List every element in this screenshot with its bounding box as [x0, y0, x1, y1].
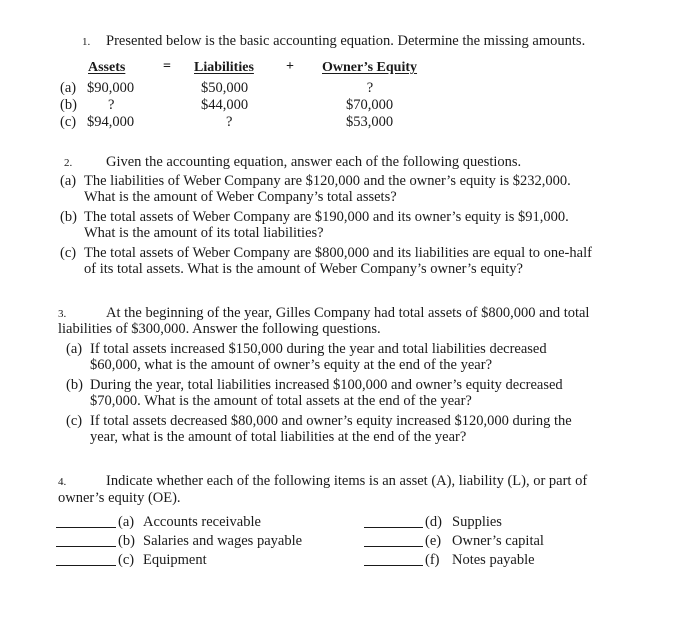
q4-item-label: (d)	[425, 514, 442, 530]
q1-row-assets: ?	[108, 97, 115, 113]
answer-blank[interactable]	[56, 565, 116, 566]
q4-item-text: Salaries and wages payable	[143, 533, 303, 549]
q2-part-line: The liabilities of Weber Company are $120,000 and the owner’s equity is $232,000.	[84, 173, 571, 189]
q2-part-line: What is the amount of Weber Company’s total assets?	[84, 189, 397, 205]
q1-row-label: (b)	[60, 97, 77, 113]
q2-part-line: The total assets of Weber Company are $190,000 and its owner’s equity is $91,000.	[84, 209, 569, 225]
q2-part-line: The total assets of Weber Company are $800,000 and its liabilities are equal to one-half	[84, 245, 592, 261]
q1-row-assets: $94,000	[87, 114, 135, 130]
q3-part-label: (a)	[66, 341, 83, 357]
q1-row-equity: ?	[366, 80, 374, 96]
answer-blank[interactable]	[364, 527, 423, 528]
q4-item-text: Equipment	[143, 552, 207, 568]
answer-blank[interactable]	[364, 546, 423, 547]
q3-part-line: year, what is the amount of total liabilities at the end of the year?	[90, 429, 467, 445]
q4-item-text: Accounts receivable	[143, 514, 261, 530]
q1-row-liabilities: ?	[226, 114, 233, 130]
q1-number: 1.	[82, 36, 91, 48]
q1-row-equity: $70,000	[346, 97, 394, 113]
q1-header-equals: =	[163, 59, 171, 74]
q1-row-liabilities: $50,000	[201, 80, 249, 96]
q3-number: 3.	[58, 308, 67, 320]
q2-part-line: of its total assets. What is the amount of Weber Company’s owner’s equity?	[84, 261, 523, 277]
q4-prompt-line: owner’s equity (OE).	[58, 490, 181, 506]
q3-prompt-line: At the beginning of the year, Gilles Company had total assets of $800,000 and total	[106, 305, 590, 321]
q2-prompt: Given the accounting equation, answer each of the following questions.	[106, 154, 522, 170]
q3-prompt-line: liabilities of $300,000. Answer the following questions.	[58, 321, 381, 337]
q3-part-label: (c)	[66, 413, 83, 429]
q1-header-assets: Assets	[88, 60, 126, 75]
q3-part-line: If total assets decreased $80,000 and owner’s equity increased $120,000 during the	[90, 413, 572, 429]
q2-part-label: (b)	[60, 209, 77, 225]
q1-row-equity: $53,000	[346, 114, 394, 130]
q4-item-label: (a)	[118, 514, 135, 530]
q4-item-text: Owner’s capital	[452, 533, 544, 549]
q2-part-label: (c)	[60, 245, 77, 261]
q4-item-label: (b)	[118, 533, 135, 549]
q4-item-text: Notes payable	[452, 552, 535, 568]
q1-header-equity: Owner’s Equity	[322, 60, 418, 75]
q3-part-line: $60,000, what is the amount of owner’s equity at the end of the year?	[90, 357, 492, 373]
q3-part-line: If total assets increased $150,000 during the year and total liabilities decreased	[90, 341, 547, 357]
q1-row-label: (a)	[60, 80, 77, 96]
q3-part-line: During the year, total liabilities increased $100,000 and owner’s equity decreased	[90, 377, 563, 393]
answer-blank[interactable]	[56, 527, 116, 528]
q2-part-label: (a)	[60, 173, 77, 189]
q1-row-label: (c)	[60, 114, 77, 130]
q4-item-text: Supplies	[452, 514, 502, 530]
q3-part-label: (b)	[66, 377, 83, 393]
q4-item-label: (c)	[118, 552, 135, 568]
q1-row-liabilities: $44,000	[201, 97, 249, 113]
q4-prompt-line: Indicate whether each of the following items is an asset (A), liability (L), or part of	[106, 473, 588, 489]
answer-blank[interactable]	[56, 546, 116, 547]
answer-blank[interactable]	[364, 565, 423, 566]
q1-header-liabilities: Liabilities	[194, 60, 254, 75]
q1-row-assets: $90,000	[87, 80, 135, 96]
q1-prompt: Presented below is the basic accounting equation. Determine the missing amounts.	[106, 33, 586, 49]
q1-header-plus: +	[286, 59, 294, 74]
q2-number: 2.	[64, 157, 73, 169]
q4-item-label: (e)	[425, 533, 442, 549]
q4-number: 4.	[58, 476, 67, 488]
q3-part-line: $70,000. What is the amount of total assets at the end of the year?	[90, 393, 472, 409]
q2-part-line: What is the amount of its total liabilities?	[84, 225, 324, 241]
q4-item-label: (f)	[425, 552, 440, 568]
